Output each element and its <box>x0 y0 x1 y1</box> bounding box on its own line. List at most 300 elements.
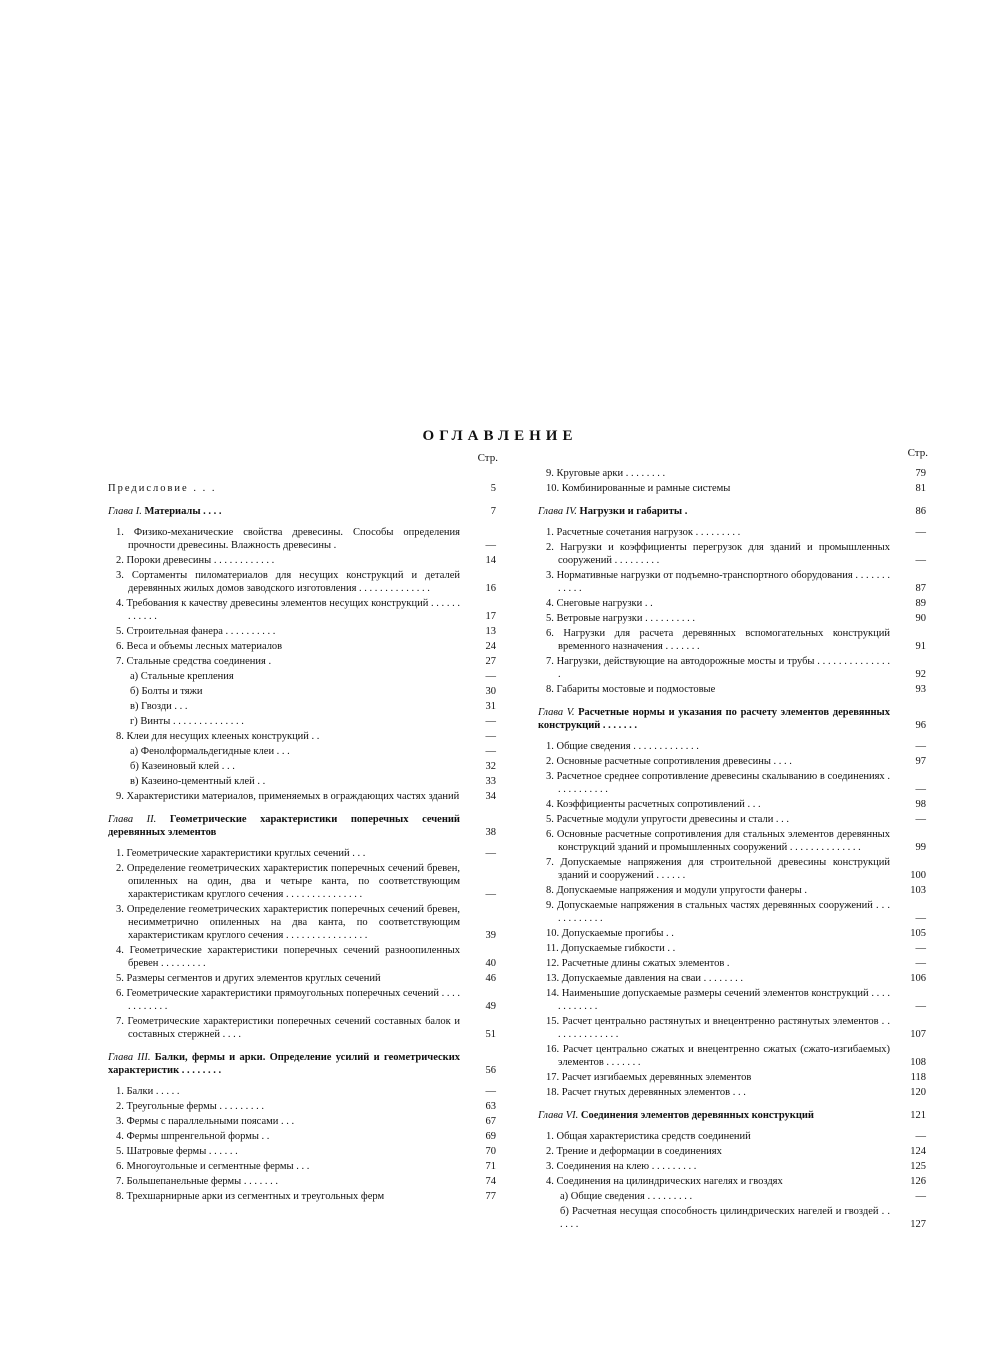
toc-entries-left <box>108 482 500 1203</box>
toc-entry-text <box>546 755 890 768</box>
toc-page-number: 91 <box>915 641 926 652</box>
toc-section-entry <box>538 927 930 940</box>
toc-entry-title: 1. Физико-механические свойства древесины. Способы определения прочности древесины. Влажность древесины . <box>116 527 460 551</box>
toc-section-entry <box>538 526 930 539</box>
toc-section-entry <box>108 847 500 860</box>
toc-entry-text <box>546 987 890 1013</box>
toc-page-number: 31 <box>485 701 496 712</box>
chapter-label: Глава III. <box>108 1052 155 1063</box>
toc-section-entry <box>538 627 930 653</box>
toc-entry-text <box>108 505 460 518</box>
toc-section-entry <box>538 541 930 567</box>
toc-page-number: 63 <box>485 1101 496 1112</box>
toc-subsection-entry <box>108 670 500 683</box>
toc-entry-text <box>538 505 890 518</box>
toc-page-number: 71 <box>485 1161 496 1172</box>
toc-right-column <box>538 447 930 1233</box>
toc-entry-title: 3. Соединения на клею . . . . . . . . . <box>546 1161 697 1172</box>
toc-entry-title: 6. Геометрические характеристики прямоугольных поперечных сечений . . . . . . . . . . . . <box>116 988 461 1012</box>
toc-entry-text <box>116 1115 460 1128</box>
toc-page-number: — <box>485 848 496 859</box>
toc-entry-title: 12. Расчетные длины сжатых элементов . <box>546 958 730 969</box>
toc-page-number: 77 <box>485 1191 496 1202</box>
toc-entry-text <box>108 813 460 839</box>
toc-section-entry <box>538 740 930 753</box>
toc-page-number: 90 <box>915 613 926 624</box>
toc-section-entry <box>108 569 500 595</box>
toc-page-number: 105 <box>910 928 926 939</box>
toc-page-number: 56 <box>485 1065 496 1076</box>
toc-section-entry <box>108 903 500 942</box>
toc-chapter-entry <box>108 482 500 495</box>
toc-entry-title: 4. Коэффициенты расчетных сопротивлений . . . <box>546 799 761 810</box>
toc-section-entry <box>538 813 930 826</box>
toc-entry-text <box>546 1175 890 1188</box>
toc-entry-text <box>116 625 460 638</box>
toc-entry-title: 5. Шатровые фермы . . . . . . <box>116 1146 238 1157</box>
toc-page-number: 98 <box>915 799 926 810</box>
toc-page-number: 124 <box>910 1146 926 1157</box>
toc-entry-title: 6. Основные расчетные сопротивления для стальных элементов деревянных конструкций зданий и промышленных сооружений . . . . . . . . . . . . . . <box>546 829 890 853</box>
toc-page-number: 39 <box>485 930 496 941</box>
toc-entry-title: а) Фенолформальдегидные клеи . . . <box>130 746 290 757</box>
toc-page-number: 96 <box>915 720 926 731</box>
toc-entry-title: 2. Основные расчетные сопротивления древесины . . . . <box>546 756 792 767</box>
toc-entry-title: Расчетные нормы и указания по расчету элементов деревянных конструкций . . . . . . . <box>538 707 890 731</box>
toc-section-entry <box>538 1160 930 1173</box>
toc-entry-title: 5. Размеры сегментов и других элементов круглых сечений <box>116 973 381 984</box>
toc-entry-title: в) Казеино-цементный клей . . <box>130 776 266 787</box>
toc-entry-title: 2. Нагрузки и коэффициенты перегрузок для зданий и промышленных сооружений . . . . . . . . . <box>546 542 890 566</box>
toc-entry-title: 7. Допускаемые напряжения для строительной древесины конструкций зданий и сооружений . . . . . . <box>546 857 890 881</box>
toc-section-entry <box>538 972 930 985</box>
toc-section-entry <box>108 1145 500 1158</box>
toc-entry-text <box>546 770 890 796</box>
toc-entry-title: 5. Ветровые нагрузки . . . . . . . . . . <box>546 613 695 624</box>
toc-entry-title: 7. Нагрузки, действующие на автодорожные мосты и трубы . . . . . . . . . . . . . . . <box>546 656 890 680</box>
toc-page-number: 27 <box>485 656 496 667</box>
toc-entry-title: 1. Общие сведения . . . . . . . . . . . . . <box>546 741 699 752</box>
toc-section-entry <box>108 640 500 653</box>
toc-page-number: 106 <box>910 973 926 984</box>
toc-page-number: — <box>485 889 496 900</box>
toc-chapter-entry <box>538 505 930 518</box>
toc-section-entry <box>108 1160 500 1173</box>
toc-entry-text <box>130 760 460 773</box>
toc-page-number: — <box>485 731 496 742</box>
toc-entry-text <box>116 972 460 985</box>
toc-entry-text <box>546 813 890 826</box>
toc-page-number: — <box>915 1131 926 1142</box>
toc-page-number: 38 <box>485 827 496 838</box>
toc-page-number: — <box>915 527 926 538</box>
toc-section-entry <box>538 828 930 854</box>
toc-page-number: 51 <box>485 1029 496 1040</box>
toc-entry-text <box>116 847 460 860</box>
toc-section-entry <box>538 482 930 495</box>
toc-entry-text <box>546 798 890 811</box>
toc-section-entry <box>108 597 500 623</box>
toc-entry-text <box>546 740 890 753</box>
toc-entry-text <box>560 1205 890 1231</box>
toc-page-number: 92 <box>915 669 926 680</box>
toc-entry-title: 14. Наименьшие допускаемые размеры сечений элементов конструкций . . . . . . . . . . . . <box>546 988 890 1012</box>
toc-section-entry <box>538 856 930 882</box>
toc-entry-title: 7. Большепанельные фермы . . . . . . . <box>116 1176 278 1187</box>
toc-page-number: 14 <box>485 555 496 566</box>
toc-entry-title: а) Стальные крепления <box>130 671 234 682</box>
toc-entry-text <box>130 745 460 758</box>
toc-entry-title: 3. Расчетное среднее сопротивление древесины скалыванию в соединениях . . . . . . . . . . . <box>546 771 890 795</box>
toc-page-number: — <box>485 716 496 727</box>
toc-entry-text <box>116 903 460 942</box>
toc-section-entry <box>108 1175 500 1188</box>
toc-section-entry <box>538 683 930 696</box>
toc-page-number: 121 <box>910 1110 926 1121</box>
toc-entry-text <box>546 1071 890 1084</box>
toc-page-number: — <box>915 1001 926 1012</box>
toc-page-number: 32 <box>485 761 496 772</box>
toc-entry-text <box>546 482 890 495</box>
toc-section-entry <box>538 1086 930 1099</box>
toc-section-entry <box>108 1085 500 1098</box>
toc-entry-text <box>546 1160 890 1173</box>
toc-entry-text <box>116 1175 460 1188</box>
toc-entry-text <box>546 884 890 897</box>
toc-section-entry <box>538 942 930 955</box>
toc-page-number: — <box>915 741 926 752</box>
toc-section-entry <box>538 569 930 595</box>
toc-section-entry <box>108 1100 500 1113</box>
toc-entry-title: 3. Нормативные нагрузки от подъемно-транспортного оборудования . . . . . . . . . . . . <box>546 570 890 594</box>
toc-entry-title: 1. Расчетные сочетания нагрузок . . . . . . . . . <box>546 527 741 538</box>
toc-entry-title: 3. Фермы с параллельными поясами . . . <box>116 1116 295 1127</box>
toc-entry-title: Геометрические характеристики поперечных сечений деревянных элементов <box>108 814 460 838</box>
toc-section-entry <box>108 1115 500 1128</box>
toc-section-entry <box>538 899 930 925</box>
toc-entry-title: а) Общие сведения . . . . . . . . . <box>560 1191 693 1202</box>
toc-section-entry <box>108 730 500 743</box>
toc-section-entry <box>538 1175 930 1188</box>
toc-page-number: — <box>915 1191 926 1202</box>
toc-section-entry <box>538 1145 930 1158</box>
toc-entry-text <box>130 685 460 698</box>
toc-page-number: 99 <box>915 842 926 853</box>
toc-section-entry <box>108 944 500 970</box>
toc-page-number: 46 <box>485 973 496 984</box>
toc-entry-title: 1. Геометрические характеристики круглых сечений . . . <box>116 848 366 859</box>
toc-chapter-entry <box>538 706 930 732</box>
toc-page-number: 34 <box>485 791 496 802</box>
toc-entry-title: 6. Многоугольные и сегментные фермы . . . <box>116 1161 310 1172</box>
toc-entry-text <box>546 828 890 854</box>
toc-page-number: 5 <box>490 483 496 494</box>
toc-page-number: 67 <box>485 1116 496 1127</box>
toc-page-number: 24 <box>485 641 496 652</box>
toc-section-entry <box>538 987 930 1013</box>
toc-entry-text <box>546 942 890 955</box>
toc-entries-right <box>538 467 930 1231</box>
toc-entry-title: 4. Фермы шпренгельной формы . . <box>116 1131 270 1142</box>
toc-page-number: 40 <box>485 958 496 969</box>
toc-section-entry <box>538 1043 930 1069</box>
toc-section-entry <box>538 755 930 768</box>
toc-entry-title: 8. Допускаемые напряжения и модули упругости фанеры . <box>546 885 808 896</box>
toc-section-entry <box>108 987 500 1013</box>
toc-section-entry <box>538 798 930 811</box>
toc-entry-text <box>130 700 460 713</box>
toc-entry-text <box>116 569 460 595</box>
chapter-label: Глава IV. <box>538 506 580 517</box>
toc-entry-title: 1. Общая характеристика средств соединений <box>546 1131 751 1142</box>
toc-page-number: 49 <box>485 1001 496 1012</box>
toc-page-number: 13 <box>485 626 496 637</box>
toc-page-number: — <box>485 746 496 757</box>
toc-entry-text <box>116 1160 460 1173</box>
toc-page-number: — <box>485 671 496 682</box>
toc-entry-title: 9. Допускаемые напряжения в стальных частях деревянных сооружений . . . . . . . . . . . . <box>546 900 890 924</box>
toc-chapter-entry <box>538 1109 930 1122</box>
toc-entry-text <box>116 640 460 653</box>
toc-page-number: 107 <box>910 1029 926 1040</box>
toc-section-entry <box>538 770 930 796</box>
toc-entry-title: 18. Расчет гнутых деревянных элементов . . . <box>546 1087 746 1098</box>
toc-entry-text <box>538 1109 890 1122</box>
toc-entry-title: г) Винты . . . . . . . . . . . . . . <box>130 716 244 727</box>
toc-entry-text <box>116 987 461 1013</box>
toc-entry-title: 10. Допускаемые прогибы . . <box>546 928 674 939</box>
toc-page-number: 89 <box>915 598 926 609</box>
page-column-header: Стр. <box>907 447 928 459</box>
toc-page-number: — <box>485 540 496 551</box>
toc-entry-text <box>116 1100 460 1113</box>
toc-entry-title: 5. Строительная фанера . . . . . . . . . . <box>116 626 276 637</box>
toc-entry-title: 16. Расчет центрально сжатых и внецентренно сжатых (сжато-изгибаемых) элементов . . . . . . . <box>546 1044 890 1068</box>
toc-section-entry <box>108 526 500 552</box>
toc-entry-text <box>130 715 460 728</box>
toc-subsection-entry <box>108 715 500 728</box>
toc-entry-text <box>108 482 460 495</box>
toc-entry-title: 4. Снеговые нагрузки . . <box>546 598 653 609</box>
toc-entry-title: 8. Габариты мостовые и подмостовые <box>546 684 716 695</box>
toc-entry-text <box>546 1043 890 1069</box>
toc-section-entry <box>108 862 500 901</box>
toc-page-number: 118 <box>910 1072 926 1083</box>
chapter-label: Глава II. <box>108 814 170 825</box>
toc-entry-title: 2. Треугольные фермы . . . . . . . . . <box>116 1101 265 1112</box>
toc-page-number: 125 <box>910 1161 926 1172</box>
toc-page-number: 79 <box>915 468 926 479</box>
toc-page-number: 70 <box>485 1146 496 1157</box>
toc-entry-title: 2. Пороки древесины . . . . . . . . . . . . <box>116 555 275 566</box>
toc-subsection-entry <box>538 1190 930 1203</box>
toc-section-entry <box>108 655 500 668</box>
toc-entry-text <box>538 706 890 732</box>
toc-entry-text <box>116 526 460 552</box>
toc-page-number: 97 <box>915 756 926 767</box>
toc-section-entry <box>538 1015 930 1041</box>
toc-entry-text <box>116 730 460 743</box>
toc-page-number: 100 <box>910 870 926 881</box>
toc-page-number: 108 <box>910 1057 926 1068</box>
toc-section-entry <box>108 1130 500 1143</box>
toc-entry-text <box>546 957 890 970</box>
toc-entry-text <box>130 670 460 683</box>
toc-entry-title: 7. Геометрические характеристики поперечных сечений составных балок и составных стержней . . . . <box>116 1016 460 1040</box>
toc-entry-text <box>546 541 890 567</box>
toc-entry-title: б) Расчетная несущая способность цилиндрических нагелей и гвоздей . . . . . . <box>560 1206 890 1230</box>
toc-entry-title: 13. Допускаемые давления на сваи . . . . . . . . <box>546 973 744 984</box>
toc-entry-title: б) Болты и тяжи <box>130 686 203 697</box>
toc-page-number: 16 <box>485 583 496 594</box>
toc-page-number: — <box>915 784 926 795</box>
page-column-header: Стр. <box>477 452 498 464</box>
toc-entry-title: Нагрузки и габариты . <box>579 506 688 517</box>
toc-section-entry <box>108 972 500 985</box>
toc-page-number: 69 <box>485 1131 496 1142</box>
toc-section-entry <box>108 1015 500 1041</box>
toc-entry-title: Предисловие . . . <box>108 483 217 494</box>
toc-entry-text <box>116 597 460 623</box>
toc-subsection-entry <box>108 685 500 698</box>
toc-page-number: 74 <box>485 1176 496 1187</box>
toc-entry-title: 2. Трение и деформации в соединениях <box>546 1146 722 1157</box>
toc-page-number: 81 <box>915 483 926 494</box>
toc-entry-text <box>116 1130 460 1143</box>
toc-entry-text <box>116 655 460 668</box>
toc-entry-text <box>560 1190 890 1203</box>
toc-entry-title: 5. Расчетные модули упругости древесины и стали . . . <box>546 814 790 825</box>
toc-section-entry <box>538 1071 930 1084</box>
toc-entry-text <box>116 944 460 970</box>
toc-entry-title: 3. Определение геометрических характеристик поперечных сечений бревен, несимметрично опиленных на два канта, по соответствующим характеристикам круглого сечения . . . . . . . . . . . . . . . . <box>116 904 460 941</box>
toc-page-number: 126 <box>910 1176 926 1187</box>
toc-section-entry <box>108 790 500 803</box>
toc-entry-text <box>546 972 890 985</box>
toc-entry-text <box>546 683 890 696</box>
toc-section-entry <box>538 597 930 610</box>
toc-entry-title: 4. Требования к качеству древесины элементов несущих конструкций . . . . . . . . . . . . <box>116 598 460 622</box>
toc-entry-text <box>116 790 460 803</box>
toc-chapter-entry <box>108 1051 500 1077</box>
toc-entry-text <box>546 1145 890 1158</box>
toc-section-entry <box>538 612 930 625</box>
toc-section-entry <box>538 884 930 897</box>
toc-entry-title: 7. Стальные средства соединения . <box>116 656 272 667</box>
toc-entry-title: 9. Круговые арки . . . . . . . . <box>546 468 666 479</box>
toc-page-number: 86 <box>915 506 926 517</box>
toc-entry-text <box>130 775 460 788</box>
toc-page-number: — <box>915 943 926 954</box>
toc-entry-title: 4. Соединения на цилиндрических нагелях и гвоздях <box>546 1176 783 1187</box>
toc-section-entry <box>538 1130 930 1143</box>
toc-page-number: 33 <box>485 776 496 787</box>
toc-page-number: 103 <box>910 885 926 896</box>
toc-page-number: 30 <box>485 686 496 697</box>
toc-page-number: — <box>915 555 926 566</box>
toc-entry-title: 1. Балки . . . . . <box>116 1086 180 1097</box>
toc-entry-text <box>116 554 460 567</box>
toc-subsection-entry <box>108 775 500 788</box>
toc-subsection-entry <box>108 745 500 758</box>
toc-chapter-entry <box>108 505 500 518</box>
toc-section-entry <box>538 655 930 681</box>
toc-entry-title: 6. Нагрузки для расчета деревянных вспомогательных конструкций временного назначения . . . . . . . <box>546 628 890 652</box>
toc-entry-text <box>546 612 890 625</box>
toc-entry-title: 9. Характеристики материалов, применяемых в ограждающих частях зданий <box>116 791 460 802</box>
toc-page-number: 93 <box>915 684 926 695</box>
toc-entry-title: 15. Расчет центрально растянутых и внецентренно растянутых элементов . . . . . . . . . . . . . . <box>546 1016 890 1040</box>
toc-entry-title: 8. Клеи для несущих клееных конструкций . . <box>116 731 320 742</box>
toc-entry-title: 4. Геометрические характеристики поперечных сечений разноопиленных бревен . . . . . . . . . <box>116 945 460 969</box>
toc-title: ОГЛАВЛЕНИЕ <box>422 428 578 444</box>
toc-page-number: 120 <box>910 1087 926 1098</box>
toc-section-entry <box>538 467 930 480</box>
toc-section-entry <box>538 957 930 970</box>
toc-entry-text <box>116 862 460 901</box>
toc-page-number: 127 <box>910 1219 926 1230</box>
toc-entry-text <box>116 1085 460 1098</box>
toc-entry-text <box>546 627 890 653</box>
toc-entry-text <box>546 569 890 595</box>
chapter-label: Глава I. <box>108 506 145 517</box>
chapter-label: Глава VI. <box>538 1110 581 1121</box>
toc-chapter-entry <box>108 813 500 839</box>
toc-entry-title: б) Казеиновый клей . . . <box>130 761 235 772</box>
toc-entry-title: 17. Расчет изгибаемых деревянных элементов <box>546 1072 752 1083</box>
toc-entry-title: Соединения элементов деревянных конструкций <box>580 1110 814 1121</box>
toc-entry-title: 11. Допускаемые гибкости . . <box>546 943 676 954</box>
toc-page-number: — <box>915 814 926 825</box>
toc-entry-title: Балки, фермы и арки. Определение усилий и геометрических характеристик . . . . . . . . <box>108 1052 460 1076</box>
toc-subsection-entry <box>108 700 500 713</box>
toc-entry-text <box>108 1051 460 1077</box>
toc-section-entry <box>108 554 500 567</box>
toc-entry-title: в) Гвозди . . . <box>130 701 188 712</box>
toc-section-entry <box>108 625 500 638</box>
toc-page-number: 7 <box>490 506 496 517</box>
toc-entry-title: 3. Сортаменты пиломатериалов для несущих конструкций и деталей деревянных жилых домов заводского изготовления . . . . . . . . . . . . . . <box>116 570 460 594</box>
toc-subsection-entry <box>538 1205 930 1231</box>
toc-entry-title: 10. Комбинированные и рамные системы <box>546 483 731 494</box>
toc-entry-text <box>546 655 890 681</box>
toc-subsection-entry <box>108 760 500 773</box>
toc-left-column <box>108 452 500 1205</box>
toc-page-number: — <box>485 1086 496 1097</box>
toc-page-number: — <box>915 913 926 924</box>
toc-entry-text <box>116 1015 460 1041</box>
toc-entry-text <box>546 526 890 539</box>
toc-entry-text <box>546 597 890 610</box>
toc-entry-title: 6. Веса и объемы лесных материалов <box>116 641 283 652</box>
toc-entry-text <box>546 856 890 882</box>
toc-entry-text <box>546 899 890 925</box>
toc-entry-text <box>116 1190 460 1203</box>
toc-page-number: — <box>915 958 926 969</box>
toc-entry-text <box>546 927 890 940</box>
chapter-label: Глава V. <box>538 707 579 718</box>
toc-entry-text <box>546 1130 890 1143</box>
toc-entry-title: 2. Определение геометрических характеристик поперечных сечений бревен, опиленных на один, два и четыре канта, по соответствующим характеристикам круглого сечения . . . . . . . . . . . . . . . <box>116 863 460 900</box>
toc-section-entry <box>108 1190 500 1203</box>
toc-entry-title: 8. Трехшарнирные арки из сегментных и треугольных ферм <box>116 1191 385 1202</box>
toc-page-number: 17 <box>485 611 496 622</box>
toc-entry-text <box>546 467 890 480</box>
toc-entry-text <box>546 1015 890 1041</box>
toc-entry-text <box>546 1086 890 1099</box>
toc-entry-title: Материалы . . . . <box>144 506 222 517</box>
toc-entry-text <box>116 1145 460 1158</box>
